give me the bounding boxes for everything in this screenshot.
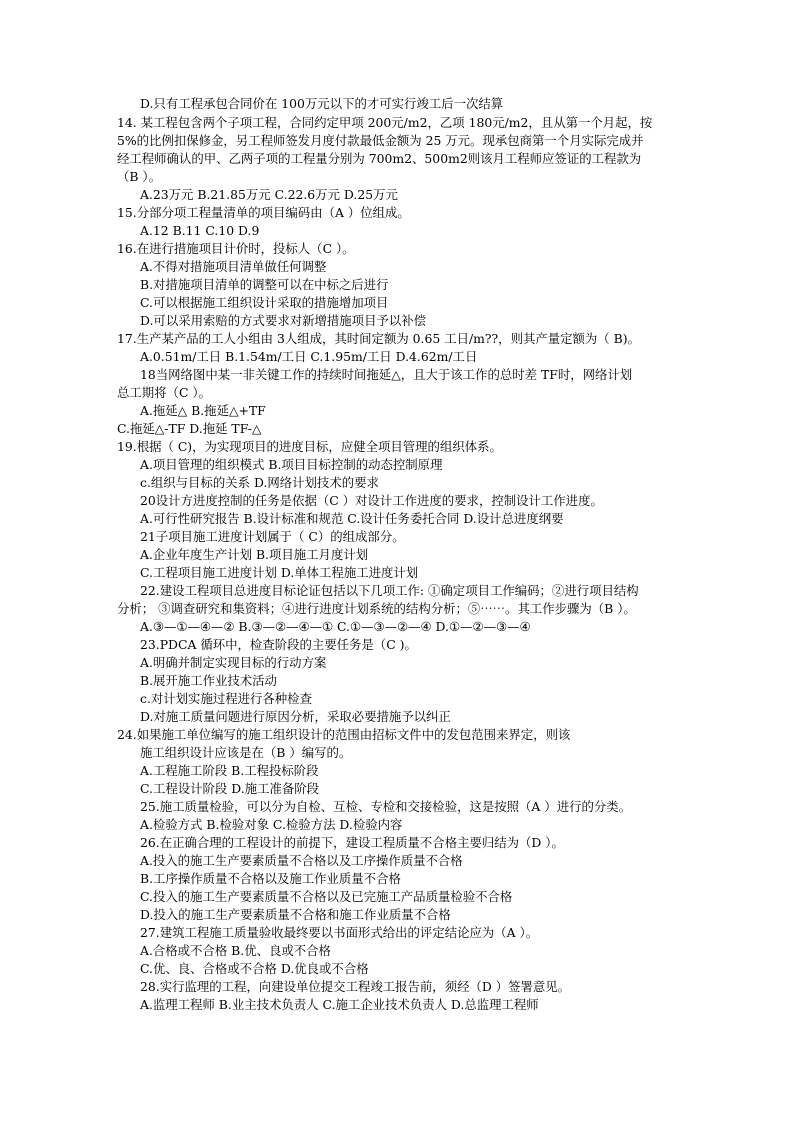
text-line-q22: 22.建设工程项目总进度目标论证包括以下几项工作: ①确定项目工作编码；②进行项目结构 — [140, 583, 639, 598]
text-line-q13-option-d: D.只有工程承包合同价在 100万元以下的才可实行竣工后一次结算 — [140, 96, 504, 111]
text-line-q20: 20设计方进度控制的任务是依据（C ）对设计工作进度的要求，控制设计工作进度。 — [140, 493, 603, 508]
text-line-q28-options: A.监理工程师 B.业主技术负责人 C.施工企业技术负责人 D.总监理工程师 — [140, 997, 539, 1012]
text-line-q21-options-ab: A.企业年度生产计划 B.项目施工月度计划 — [140, 547, 369, 562]
text-line-q16-option-c: C.可以根据施工组织设计采取的措施增加项目 — [140, 295, 389, 310]
text-line-q23: 23.PDCA 循环中，检查阶段的主要任务是（C )。 — [140, 637, 417, 652]
text-line-q24-options-cd: C.工程设计阶段 D.施工准备阶段 — [140, 781, 320, 796]
text-line-q22-options: A.③—①—④—② B.③—②—④—① C.①—③—②—④ D.①—②—③—④ — [140, 619, 531, 634]
text-line-q16-option-d: D.可以采用索赔的方式要求对新增措施项目予以补偿 — [140, 313, 427, 328]
text-line-q26-option-a: A.投入的施工生产要素质量不合格以及工序操作质量不合格 — [140, 853, 463, 868]
text-line-q17: 17.生产某产品的工人小组由 3人组成，其时间定额为 0.65 工日/m??，则其产量定额为（ B)。 — [117, 331, 640, 346]
text-line-q25-options: A.检验方式 B.检验对象 C.检验方法 D.检验内容 — [140, 817, 403, 832]
text-line-q24-cont: 施工组织设计应该是在（B ）编写的。 — [140, 745, 352, 760]
text-line-q14-cont: 经工程师确认的甲、乙两子项的工程量分别为 700m2、500m2则该月工程师应签证的工程款为 — [117, 151, 642, 166]
text-line-q18-options-ab: A.拖延△ B.拖延△+TF — [140, 403, 266, 418]
text-line-q14: 14. 某工程包含两个子项工程，合同约定甲项 200元/m2，乙项 180元/m2，且从第一个月起，按 — [117, 115, 653, 130]
text-line-q26-option-b: B.工序操作质量不合格以及施工作业质量不合格 — [140, 871, 401, 886]
text-line-q26: 26.在正确合理的工程设计的前提下，建设工程质量不合格主要归结为（D ）。 — [140, 835, 564, 850]
text-line-q15: 15.分部分项工程量清单的项目编码由（A ）位组成。 — [117, 205, 410, 220]
text-line-q16-option-b: B.对措施项目清单的调整可以在中标之后进行 — [140, 277, 389, 292]
text-line-q25: 25.施工质量检验，可以分为自检、互检、专检和交接检验，这是按照（A ）进行的分类。 — [140, 799, 632, 814]
text-line-q23-option-a: A.明确并制定实现目标的行动方案 — [140, 655, 327, 670]
text-line-q14-cont: 5%的比例扣保修金，另工程师签发月度付款最低金额为 25 万元。现承包商第一个月实际完成并 — [117, 133, 644, 148]
text-line-q27-options-cd: C.优、良、合格或不合格 D.优良或不合格 — [140, 961, 369, 976]
text-line-q19: 19.根据（ C)，为实现项目的进度目标，应健全项目管理的组织体系。 — [117, 439, 502, 454]
text-line-q27-options-ab: A.合格或不合格 B.优、良或不合格 — [140, 943, 331, 958]
text-line-q18-options-cd: C.拖延△-TF D.拖延 TF-△ — [117, 421, 262, 436]
text-line-q14-options: A.23万元 B.21.85万元 C.22.6万元 D.25万元 — [140, 187, 398, 202]
text-line-q23-option-b: B.展开施工作业技术活动 — [140, 673, 277, 688]
text-line-q20-options: A.可行性研究报告 B.设计标准和规范 C.设计任务委托合同 D.设计总进度纲要 — [140, 511, 564, 526]
text-line-q14-answer: （B ）。 — [117, 169, 162, 184]
text-line-q17-options: A.0.51m/工日 B.1.54m/工日 C.1.95m/工日 D.4.62m/工日 — [140, 349, 478, 364]
text-line-q24: 24.如果施工单位编写的施工组织设计的范围由招标文件中的发包范围来界定，则该 — [117, 727, 571, 742]
text-line-q19-options-cd: c.组织与目标的关系 D.网络计划技术的要求 — [140, 475, 379, 490]
text-line-q16: 16.在进行措施项目计价时，投标人（C ）。 — [117, 241, 355, 256]
text-line-q19-options-ab: A.项目管理的组织模式 B.项目目标控制的动态控制原理 — [140, 457, 443, 472]
text-line-q22-cont: 分析； ③调查研究和集资料；④进行进度计划系统的结构分析；⑤⋯⋯。其工作步骤为（B ）。 — [117, 601, 636, 616]
text-line-q26-option-d: D.投入的施工生产要素质量不合格和施工作业质量不合格 — [140, 907, 451, 922]
text-line-q23-option-c: c.对计划实施过程进行各种检查 — [140, 691, 312, 706]
text-line-q27: 27.建筑工程施工质量验收最终要以书面形式给出的评定结论应为（A ）。 — [140, 925, 539, 940]
text-line-q28: 28.实行监理的工程，向建设单位提交工程竣工报告前，须经（D ）签署意见。 — [140, 979, 571, 994]
text-line-q16-option-a: A.不得对措施项目清单做任何调整 — [140, 259, 327, 274]
text-line-q24-options-ab: A.工程施工阶段 B.工程投标阶段 — [140, 763, 319, 778]
text-line-q26-option-c: C.投入的施工生产要素质量不合格以及已完施工产品质量检验不合格 — [140, 889, 513, 904]
text-line-q21-options-cd: C.工程项目施工进度计划 D.单体工程施工进度计划 — [140, 565, 419, 580]
text-line-q23-option-d: D.对施工质量问题进行原因分析，采取必要措施予以纠正 — [140, 709, 451, 724]
text-line-q15-options: A.12 B.11 C.10 D.9 — [140, 223, 260, 238]
text-line-q18: 18当网络图中某一非关键工作的持续时间拖延△，且大于该工作的总时差 TF时，网络计划 — [140, 367, 633, 382]
text-line-q21: 21子项目施工进度计划属于（ C）的组成部分。 — [140, 529, 405, 544]
text-line-q18-cont: 总工期将（C ）。 — [117, 385, 211, 400]
